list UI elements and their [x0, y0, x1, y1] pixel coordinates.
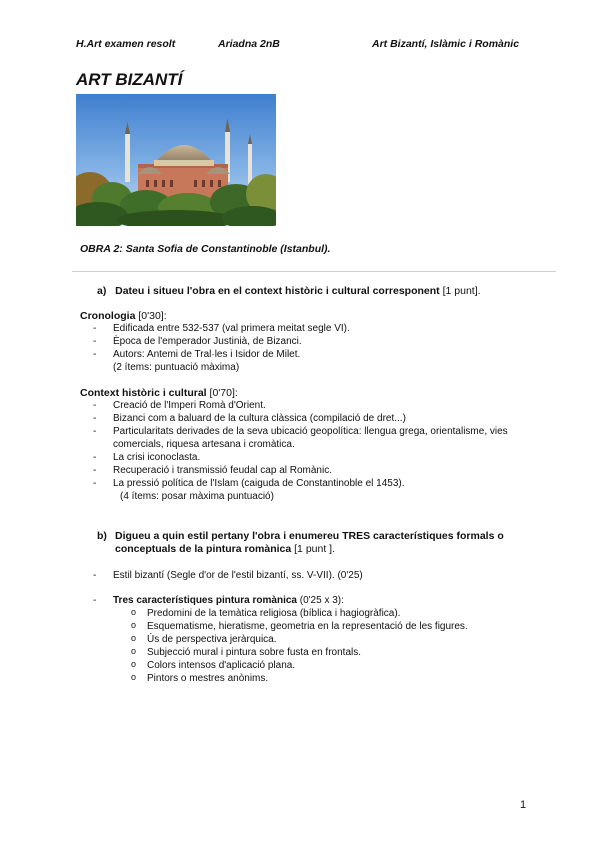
cronologia-score: [0'30]: — [138, 310, 167, 322]
trets-list — [131, 607, 550, 685]
trets-section — [80, 594, 550, 685]
list-item: - Recuperació i transmissió feudal cap al Romànic. — [93, 464, 550, 477]
question-a — [97, 285, 537, 297]
cronologia-heading: Cronologia — [80, 310, 136, 322]
header-right: Art Bizantí, Islàmic i Romànic — [372, 38, 520, 50]
estil-section — [80, 569, 550, 582]
cronologia-note: (2 ítems: puntuació màxima) — [113, 362, 240, 373]
question-b-label: b) — [97, 530, 107, 542]
list-item: o Predomini de la temàtica religiosa (bíblica i hagiogràfica). — [131, 607, 550, 620]
question-b-points: [1 punt ]. — [294, 543, 336, 555]
page-number: 1 — [520, 799, 527, 811]
list-item: - Època de l'emperador Justinià, de Bizanci. — [93, 335, 550, 348]
question-b-text: Digueu a quin estil pertany l'obra i enumereu TRES característiques formals o conceptuals de la pintura romànica — [115, 530, 504, 555]
divider — [72, 271, 556, 272]
cronologia-list — [93, 322, 550, 361]
work-title: OBRA 2: Santa Sofia de Constantinoble (Istanbul). — [80, 243, 331, 255]
context-note: (4 ítems: posar màxima puntuació) — [120, 491, 274, 502]
list-item: - Bizanci com a baluard de la cultura clàssica (compilació de dret...) — [93, 412, 550, 425]
context-score: [0'70]: — [209, 387, 238, 399]
header-left: H.Art examen resolt — [76, 38, 176, 50]
context-list — [93, 399, 550, 490]
question-a-text: Dateu i situeu l'obra en el context històric i cultural corresponent — [115, 285, 440, 297]
trets-heading: Tres característiques pintura romànica — [113, 595, 297, 606]
list-item: o Esquematisme, hieratisme, geometria en la representació de les figures. — [131, 620, 550, 633]
context-section — [80, 387, 550, 503]
list-item: - Autors: Antemi de Tral·les i Isidor de Milet. — [93, 348, 550, 361]
question-a-label: a) — [97, 285, 107, 297]
list-item: o Subjecció mural i pintura sobre fusta en frontals. — [131, 646, 550, 659]
cronologia-section — [80, 310, 550, 374]
header-center: Ariadna 2nB — [218, 38, 280, 50]
estil-list — [93, 569, 550, 582]
page-title: ART BIZANTÍ — [76, 70, 183, 89]
list-item: - Creació de l'Imperi Romà d'Orient. — [93, 399, 550, 412]
trets-score: (0'25 x 3): — [299, 595, 344, 606]
question-a-points: [1 punt]. — [442, 285, 481, 297]
trets-heading-list — [93, 594, 550, 607]
context-heading: Context històric i cultural — [80, 387, 207, 399]
list-item — [93, 594, 550, 607]
list-item: - Edificada entre 532-537 (val primera meitat segle VI). — [93, 322, 550, 335]
question-b — [97, 530, 557, 556]
list-item: o Colors intensos d'aplicació plana. — [131, 659, 550, 672]
list-item: o Ús de perspectiva jeràrquica. — [131, 633, 550, 646]
list-item: - Estil bizantí (Segle d'or de l'estil bizantí, ss. V-VII). (0'25) — [93, 569, 550, 582]
list-item: - Particularitats derivades de la seva ubicació geopolítica: llengua grega, orientalisme, vies comercials, riquesa artesana i cromàtica. — [93, 425, 550, 451]
hagia-sophia-photo — [76, 94, 276, 226]
list-item: o Pintors o mestres anònims. — [131, 672, 550, 685]
list-item: - La pressió política de l'Islam (caiguda de Constantinoble el 1453). — [93, 477, 550, 490]
list-item: - La crisi iconoclasta. — [93, 451, 550, 464]
